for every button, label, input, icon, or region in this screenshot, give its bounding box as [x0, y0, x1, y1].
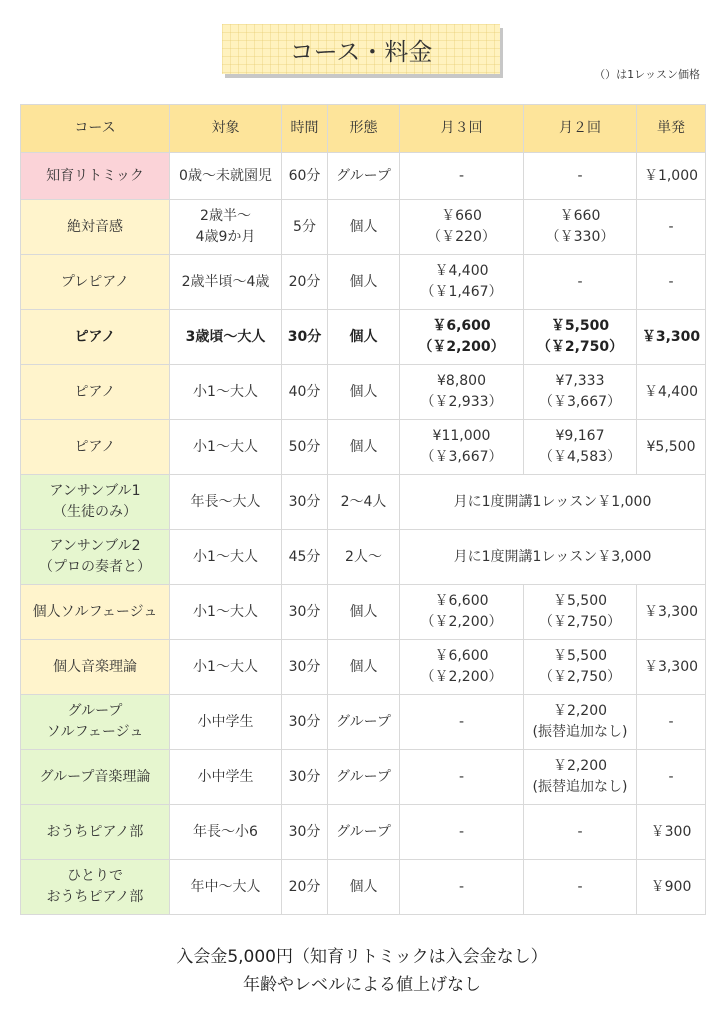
table-row	[21, 530, 706, 585]
header-month2: 月２回	[524, 105, 637, 153]
price-month3-cell: -	[400, 695, 524, 750]
header-target: 対象	[170, 105, 282, 153]
price-single-cell: -	[637, 750, 706, 805]
header-course: コース	[21, 105, 170, 153]
target-cell: 3歳頃〜大人	[170, 310, 282, 365]
time-cell: 40分	[282, 365, 328, 420]
table-row	[21, 420, 706, 475]
price-month3-cell: -	[400, 805, 524, 860]
time-cell: 30分	[282, 475, 328, 530]
course-name-cell: アンサンブル2 （プロの奏者と）	[21, 530, 170, 585]
price-month3-cell: ¥11,000 （￥3,667）	[400, 420, 524, 475]
form-cell: 個人	[328, 255, 400, 310]
target-cell: 年長〜大人	[170, 475, 282, 530]
target-cell: 0歳〜未就園児	[170, 153, 282, 200]
course-name-cell: ピアノ	[21, 310, 170, 365]
target-cell: 2歳半〜 4歳9か月	[170, 200, 282, 255]
form-cell: グループ	[328, 805, 400, 860]
form-cell: 個人	[328, 200, 400, 255]
price-month3-cell: ￥660 （￥220）	[400, 200, 524, 255]
course-name-cell: アンサンブル1 （生徒のみ）	[21, 475, 170, 530]
price-month3-cell: -	[400, 750, 524, 805]
course-name-cell: グループ ソルフェージュ	[21, 695, 170, 750]
table-row	[21, 200, 706, 255]
table-row	[21, 640, 706, 695]
course-name-cell: グループ音楽理論	[21, 750, 170, 805]
price-single-cell: ￥300	[637, 805, 706, 860]
time-cell: 5分	[282, 200, 328, 255]
table-row	[21, 310, 706, 365]
target-cell: 小1〜大人	[170, 585, 282, 640]
price-month2-cell: -	[524, 860, 637, 915]
time-cell: 30分	[282, 310, 328, 365]
table-row	[21, 153, 706, 200]
price-month3-cell: ￥6,600 （￥2,200）	[400, 310, 524, 365]
price-single-cell: ￥3,300	[637, 640, 706, 695]
target-cell: 小1〜大人	[170, 420, 282, 475]
table-row	[21, 475, 706, 530]
target-cell: 2歳半頃〜4歳	[170, 255, 282, 310]
footer-entry-fee: 入会金5,000円（知育リトミックは入会金なし）	[176, 947, 548, 967]
target-cell: 年長〜小6	[170, 805, 282, 860]
form-cell: 個人	[328, 860, 400, 915]
table-header-row	[21, 105, 706, 153]
price-month3-cell: ￥6,600 （￥2,200）	[400, 585, 524, 640]
monthly-note-cell: 月に1度開講1レッスン￥3,000	[400, 530, 706, 585]
price-table	[20, 104, 706, 915]
price-month2-cell: -	[524, 153, 637, 200]
form-cell: 個人	[328, 585, 400, 640]
course-name-cell: ひとりで おうちピアノ部	[21, 860, 170, 915]
course-name-cell: ピアノ	[21, 365, 170, 420]
price-month3-cell: ￥6,600 （￥2,200）	[400, 640, 524, 695]
footer-no-price-increase: 年齢やレベルによる値上げなし	[243, 975, 481, 995]
form-cell: グループ	[328, 695, 400, 750]
price-note: （）は1レッスン価格	[594, 68, 700, 81]
price-month3-cell: -	[400, 153, 524, 200]
time-cell: 30分	[282, 695, 328, 750]
time-cell: 20分	[282, 255, 328, 310]
price-month2-cell: -	[524, 255, 637, 310]
price-month2-cell: ￥5,500 （￥2,750）	[524, 585, 637, 640]
target-cell: 小1〜大人	[170, 640, 282, 695]
table-row	[21, 365, 706, 420]
price-month2-cell: ￥2,200 (振替追加なし)	[524, 750, 637, 805]
time-cell: 30分	[282, 805, 328, 860]
time-cell: 60分	[282, 153, 328, 200]
price-single-cell: ¥5,500	[637, 420, 706, 475]
price-month2-cell: ￥5,500 （￥2,750）	[524, 310, 637, 365]
table-row	[21, 750, 706, 805]
header-time: 時間	[282, 105, 328, 153]
price-month2-cell: ￥2,200 (振替追加なし)	[524, 695, 637, 750]
table-row	[21, 585, 706, 640]
time-cell: 30分	[282, 640, 328, 695]
price-single-cell: ￥3,300	[637, 310, 706, 365]
price-month2-cell: -	[524, 805, 637, 860]
price-month2-cell: ￥5,500 （￥2,750）	[524, 640, 637, 695]
target-cell: 小中学生	[170, 750, 282, 805]
form-cell: 個人	[328, 365, 400, 420]
price-single-cell: -	[637, 200, 706, 255]
form-cell: グループ	[328, 750, 400, 805]
price-single-cell: ￥1,000	[637, 153, 706, 200]
time-cell: 30分	[282, 585, 328, 640]
price-month3-cell: ¥8,800 （￥2,933）	[400, 365, 524, 420]
price-month2-cell: ¥7,333 （￥3,667）	[524, 365, 637, 420]
header-single: 単発	[637, 105, 706, 153]
table-row	[21, 255, 706, 310]
table-row	[21, 805, 706, 860]
course-name-cell: 個人音楽理論	[21, 640, 170, 695]
form-cell: 個人	[328, 310, 400, 365]
target-cell: 小1〜大人	[170, 365, 282, 420]
price-month3-cell: -	[400, 860, 524, 915]
price-single-cell: -	[637, 255, 706, 310]
price-month2-cell: ￥660 （￥330）	[524, 200, 637, 255]
table-row	[21, 860, 706, 915]
form-cell: 個人	[328, 420, 400, 475]
monthly-note-cell: 月に1度開講1レッスン￥1,000	[400, 475, 706, 530]
course-name-cell: プレピアノ	[21, 255, 170, 310]
time-cell: 30分	[282, 750, 328, 805]
price-single-cell: ￥4,400	[637, 365, 706, 420]
form-cell: 個人	[328, 640, 400, 695]
form-cell: 2〜4人	[328, 475, 400, 530]
course-name-cell: 絶対音感	[21, 200, 170, 255]
price-single-cell: -	[637, 695, 706, 750]
target-cell: 小1〜大人	[170, 530, 282, 585]
time-cell: 20分	[282, 860, 328, 915]
form-cell: 2人〜	[328, 530, 400, 585]
page-title: コース・料金	[222, 24, 500, 74]
header-month3: 月３回	[400, 105, 524, 153]
price-month3-cell: ￥4,400 （￥1,467）	[400, 255, 524, 310]
course-name-cell: ピアノ	[21, 420, 170, 475]
target-cell: 小中学生	[170, 695, 282, 750]
form-cell: グループ	[328, 153, 400, 200]
price-single-cell: ￥900	[637, 860, 706, 915]
course-name-cell: おうちピアノ部	[21, 805, 170, 860]
header-form: 形態	[328, 105, 400, 153]
course-name-cell: 知育リトミック	[21, 153, 170, 200]
price-single-cell: ￥3,300	[637, 585, 706, 640]
price-month2-cell: ¥9,167 （￥4,583）	[524, 420, 637, 475]
time-cell: 50分	[282, 420, 328, 475]
time-cell: 45分	[282, 530, 328, 585]
target-cell: 年中〜大人	[170, 860, 282, 915]
course-name-cell: 個人ソルフェージュ	[21, 585, 170, 640]
table-row	[21, 695, 706, 750]
